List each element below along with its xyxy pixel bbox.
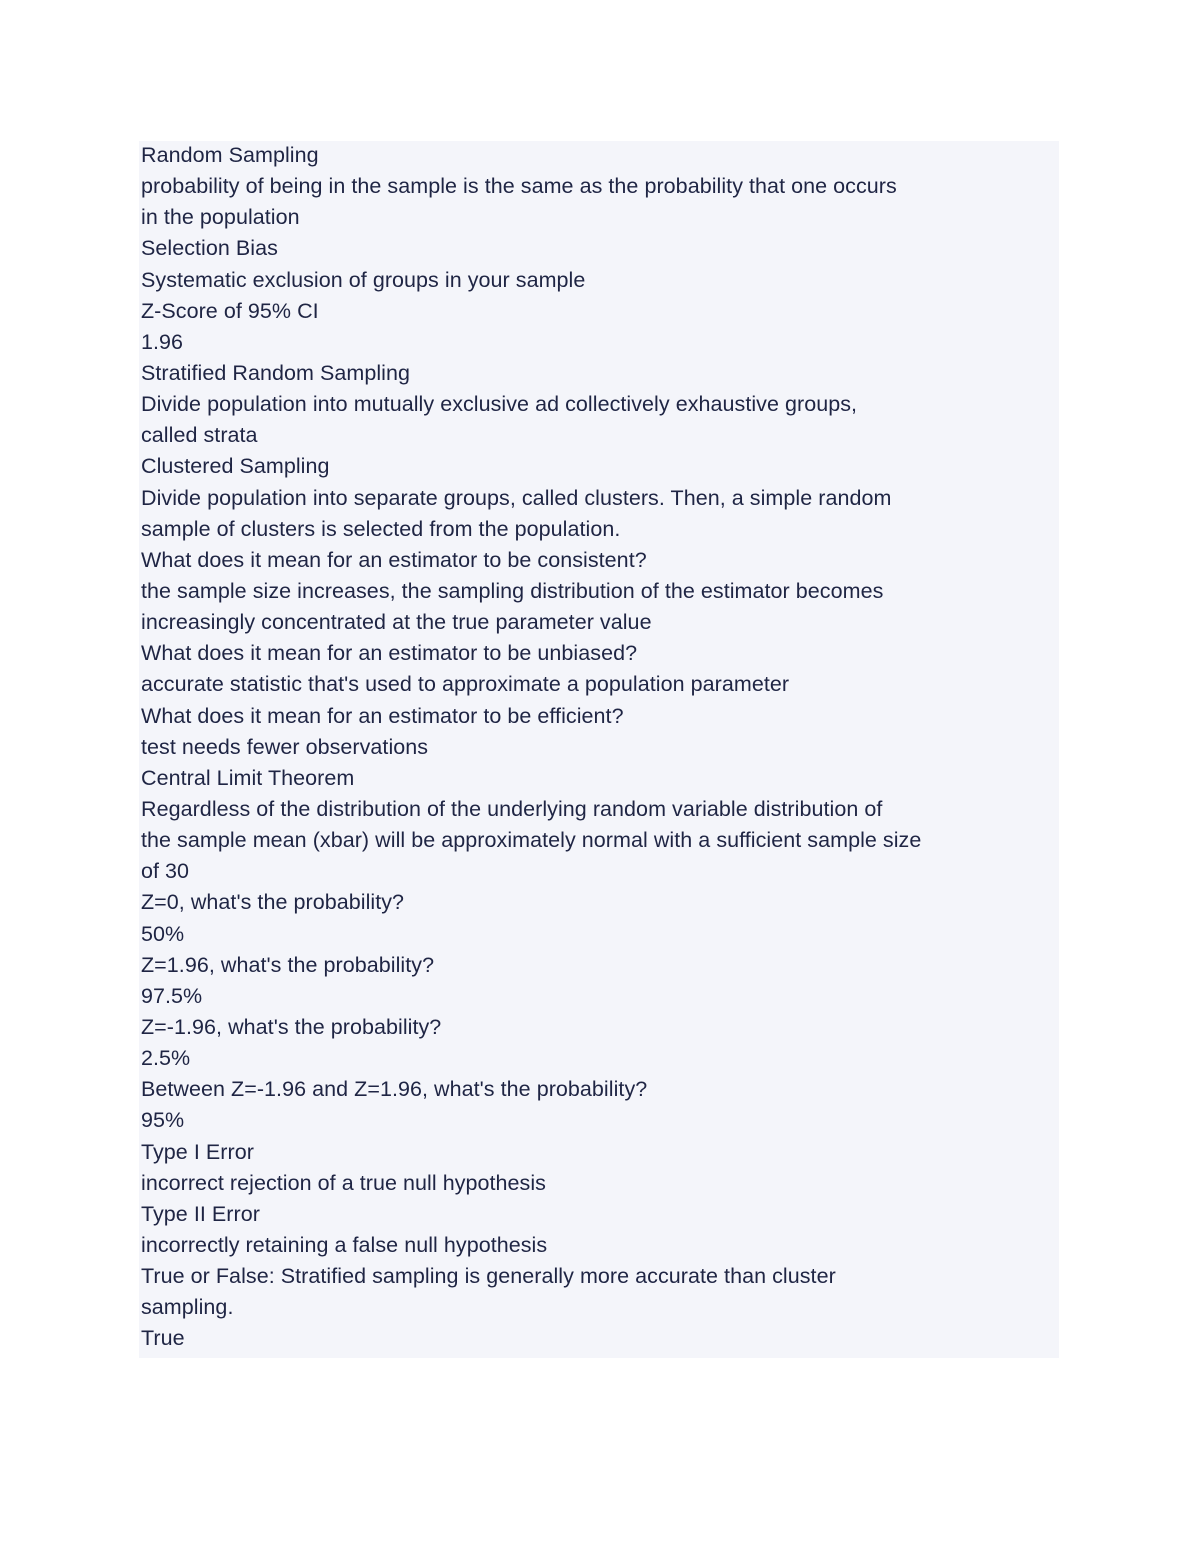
definition-selection-bias: Systematic exclusion of groups in your sample xyxy=(141,267,586,292)
definition-central-limit-theorem-line-2: the sample mean (xbar) will be approximately normal with a sufficient sample size xyxy=(141,828,922,853)
term-stratified-random-sampling: Stratified Random Sampling xyxy=(141,360,410,385)
flashcard-text-list xyxy=(141,140,1059,1354)
definition-efficient-estimator: test needs fewer observations xyxy=(141,734,429,759)
term-between-z-probability: Between Z=-1.96 and Z=1.96, what's the probability? xyxy=(141,1077,648,1102)
term-clustered-sampling: Clustered Sampling xyxy=(141,454,330,479)
definition-z-zero-probability: 50% xyxy=(141,921,185,946)
definition-stratified-random-sampling-line-1: Divide population into mutually exclusive ad collectively exhaustive groups, xyxy=(141,392,858,417)
definition-z-negative-1-96-probability: 2.5% xyxy=(141,1046,191,1071)
question-stratified-vs-cluster-line-2: sampling. xyxy=(141,1295,234,1320)
definition-type-ii-error: incorrectly retaining a false null hypothesis xyxy=(141,1232,548,1257)
term-central-limit-theorem: Central Limit Theorem xyxy=(141,765,355,790)
term-unbiased-estimator: What does it mean for an estimator to be unbiased? xyxy=(141,641,638,666)
definition-unbiased-estimator: accurate statistic that's used to approximate a population parameter xyxy=(141,672,790,697)
answer-stratified-vs-cluster: True xyxy=(141,1326,185,1351)
term-z-score-95-ci: Z-Score of 95% CI xyxy=(141,298,319,323)
definition-consistent-estimator-line-1: the sample size increases, the sampling distribution of the estimator becomes xyxy=(141,578,884,603)
term-type-i-error: Type I Error xyxy=(141,1139,254,1164)
definition-random-sampling-line-2: in the population xyxy=(141,205,300,230)
definition-consistent-estimator-line-2: increasingly concentrated at the true parameter value xyxy=(141,610,652,635)
term-selection-bias: Selection Bias xyxy=(141,236,278,261)
term-random-sampling: Random Sampling xyxy=(141,143,319,167)
definition-z-score-95-ci: 1.96 xyxy=(141,329,184,354)
term-efficient-estimator: What does it mean for an estimator to be efficient? xyxy=(141,703,624,728)
term-z-zero-probability: Z=0, what's the probability? xyxy=(141,890,405,915)
definition-clustered-sampling-line-2: sample of clusters is selected from the population. xyxy=(141,516,621,541)
term-z-positive-1-96-probability: Z=1.96, what's the probability? xyxy=(141,952,435,977)
term-type-ii-error: Type II Error xyxy=(141,1201,260,1226)
definition-type-i-error: incorrect rejection of a true null hypothesis xyxy=(141,1170,546,1195)
definition-clustered-sampling-line-1: Divide population into separate groups, called clusters. Then, a simple random xyxy=(141,485,892,510)
definition-stratified-random-sampling-line-2: called strata xyxy=(141,423,258,448)
question-stratified-vs-cluster-line-1: True or False: Stratified sampling is generally more accurate than cluster xyxy=(141,1264,836,1289)
term-consistent-estimator: What does it mean for an estimator to be consistent? xyxy=(141,547,647,572)
definition-random-sampling-line-1: probability of being in the sample is the same as the probability that one occurs xyxy=(141,174,897,199)
definition-central-limit-theorem-line-1: Regardless of the distribution of the underlying random variable distribution of xyxy=(141,796,883,821)
definition-central-limit-theorem-line-3: of 30 xyxy=(141,859,190,884)
definition-between-z-probability: 95% xyxy=(141,1108,185,1133)
term-z-negative-1-96-probability: Z=-1.96, what's the probability? xyxy=(141,1014,442,1039)
definition-z-positive-1-96-probability: 97.5% xyxy=(141,983,203,1008)
